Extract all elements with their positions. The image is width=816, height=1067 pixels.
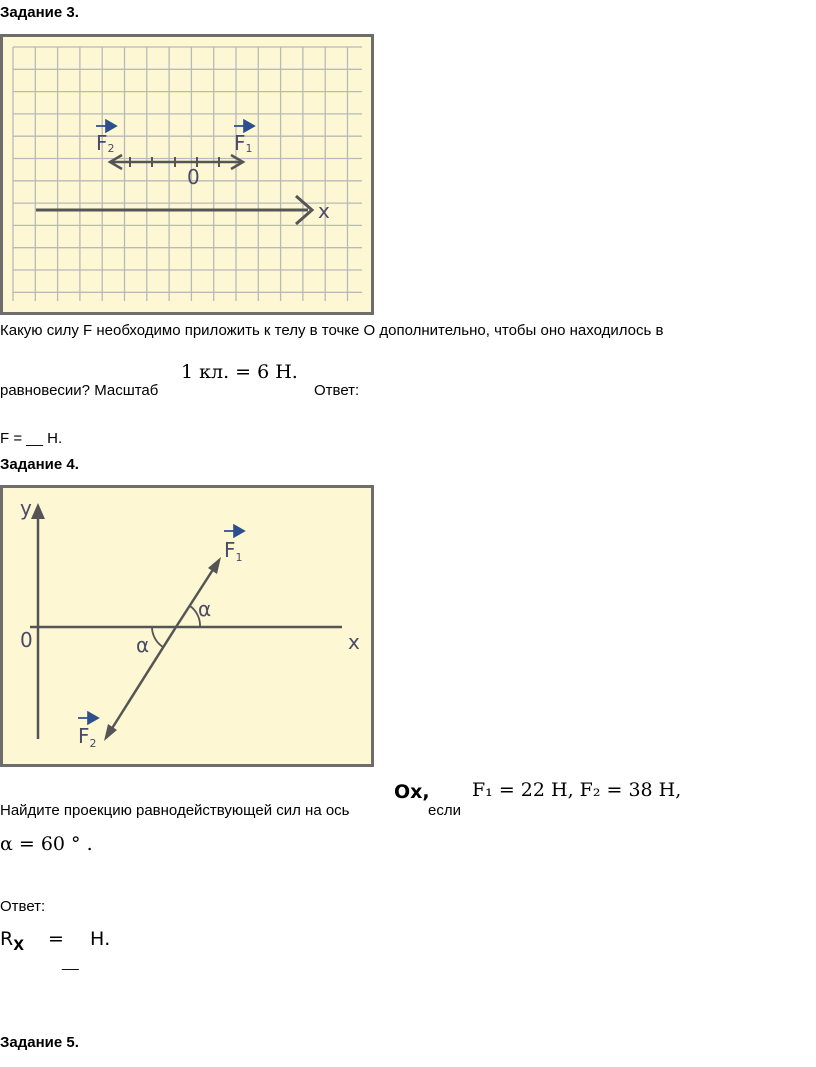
- f2-label: $F_2$: [78, 724, 97, 750]
- task4-axis-name: Ox,: [394, 781, 430, 803]
- f1-label: F1: [234, 131, 253, 155]
- task4-alpha-value: α = 60 ° .: [0, 833, 93, 855]
- y-axis-label: y: [20, 496, 32, 520]
- task3-heading: Задание 3.: [0, 4, 79, 21]
- task3-question-line2: равновесии? Масштаб: [0, 382, 159, 399]
- task3-scale-formula: 1 кл. = 6 Н.: [181, 361, 298, 383]
- origin-label: 0: [20, 628, 33, 652]
- answer-blank[interactable]: __: [62, 954, 79, 971]
- task4-if-word: если: [428, 802, 461, 819]
- task4-answer-label: Ответ:: [0, 898, 46, 915]
- rx-label: $R_X$: [0, 928, 24, 954]
- task3-question-line1: Какую силу F необходимо приложить к телу в точке O дополнительно, чтобы оно находилось в: [0, 322, 664, 339]
- alpha2-label: α: [136, 633, 150, 657]
- task4-question: Найдите проекцию равнодействующей сил на ось: [0, 802, 350, 819]
- x-axis-label: x: [348, 630, 360, 654]
- rx-equals: =: [48, 928, 64, 950]
- f1-label: $F_1$: [224, 538, 243, 564]
- task3-answer-label: Ответ:: [314, 382, 360, 399]
- task4-figure: [0, 485, 374, 767]
- f2-label: F2: [96, 131, 115, 155]
- rx-unit: Н.: [90, 928, 111, 950]
- task3-figure: [0, 34, 374, 315]
- task5-heading: Задание 5.: [0, 1034, 79, 1051]
- task4-force-values: F₁ = 22 Н, F₂ = 38 Н,: [472, 779, 682, 801]
- task4-heading: Задание 4.: [0, 456, 79, 473]
- x-axis-label: x: [318, 199, 330, 223]
- task3-answer-line: F = __ Н.: [0, 430, 63, 447]
- alpha1-label: α: [198, 597, 212, 621]
- origin-label: 0: [187, 165, 200, 189]
